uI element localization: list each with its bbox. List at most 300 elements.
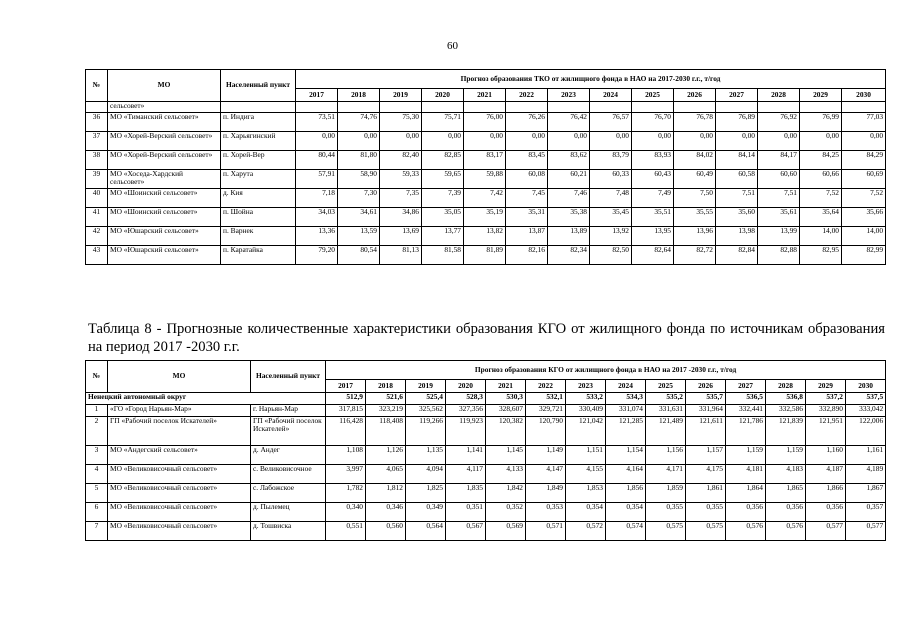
value-cell: 7,51 (758, 189, 800, 208)
value-cell: 1,135 (406, 446, 446, 465)
value-cell: 1,861 (686, 484, 726, 503)
row-number: 36 (86, 113, 108, 132)
value-cell: 13,99 (758, 227, 800, 246)
total-value-cell: 528,3 (446, 393, 486, 405)
value-cell: 0,355 (686, 503, 726, 522)
year-header: 2018 (338, 89, 380, 102)
value-cell: 0,355 (646, 503, 686, 522)
value-cell: 84,17 (758, 151, 800, 170)
year-header: 2025 (632, 89, 674, 102)
value-cell: 7,51 (716, 189, 758, 208)
value-cell: 1,859 (646, 484, 686, 503)
value-cell: 82,85 (422, 151, 464, 170)
table-row (86, 170, 886, 189)
value-cell: 82,99 (842, 246, 886, 265)
value-cell: 7,49 (632, 189, 674, 208)
value-cell: 13,87 (506, 227, 548, 246)
value-cell: 35,64 (800, 208, 842, 227)
value-cell: 0,00 (758, 132, 800, 151)
value-cell: 4,181 (726, 465, 766, 484)
value-cell: 81,89 (464, 246, 506, 265)
value-cell: 0,551 (326, 522, 366, 541)
year-header: 2024 (606, 380, 646, 393)
value-cell: 13,98 (716, 227, 758, 246)
settlement-name: п. Харьягинский (221, 132, 296, 151)
table-row (86, 405, 886, 417)
value-cell: 84,29 (842, 151, 886, 170)
value-cell: 34,61 (338, 208, 380, 227)
value-cell: 1,835 (446, 484, 486, 503)
total-value-cell: 537,5 (846, 393, 886, 405)
total-value-cell: 530,3 (486, 393, 526, 405)
value-cell: 0,571 (526, 522, 566, 541)
value-cell: 4,065 (366, 465, 406, 484)
settlement-name: п. Варнек (221, 227, 296, 246)
value-cell: 13,59 (338, 227, 380, 246)
value-cell: 1,145 (486, 446, 526, 465)
value-cell: 60,43 (632, 170, 674, 189)
value-cell: 0,576 (766, 522, 806, 541)
value-cell: 4,187 (806, 465, 846, 484)
year-header: 2029 (806, 380, 846, 393)
year-header: 2017 (326, 380, 366, 393)
year-header: 2030 (842, 89, 886, 102)
value-cell: 13,36 (296, 227, 338, 246)
value-cell: 13,69 (380, 227, 422, 246)
value-cell: 0,349 (406, 503, 446, 522)
settlement-name: г. Нарьян-Мар (251, 405, 326, 417)
year-header: 2017 (296, 89, 338, 102)
value-cell: 0,353 (526, 503, 566, 522)
value-cell: 329,721 (526, 405, 566, 417)
value-cell: 80,44 (296, 151, 338, 170)
settlement-name: д. Кия (221, 189, 296, 208)
row-number: 2 (86, 417, 108, 446)
value-cell: 35,60 (716, 208, 758, 227)
kgo-forecast-table (85, 360, 886, 541)
value-cell: 0,00 (632, 132, 674, 151)
value-cell: 0,569 (486, 522, 526, 541)
row-number: 37 (86, 132, 108, 151)
value-cell: 1,156 (646, 446, 686, 465)
row-number: 5 (86, 484, 108, 503)
value-cell: 331,631 (646, 405, 686, 417)
value-cell: 1,867 (846, 484, 886, 503)
value-cell: 3,997 (326, 465, 366, 484)
value-cell: 76,57 (590, 113, 632, 132)
mo-name: МО «Юшарский сельсовет» (108, 227, 221, 246)
value-cell: 35,31 (506, 208, 548, 227)
value-cell: 73,51 (296, 113, 338, 132)
year-header: 2027 (716, 89, 758, 102)
value-cell: 82,72 (674, 246, 716, 265)
value-cell: 35,05 (422, 208, 464, 227)
year-header: 2026 (686, 380, 726, 393)
value-cell: 77,03 (842, 113, 886, 132)
value-cell: 325,562 (406, 405, 446, 417)
year-header: 2026 (674, 89, 716, 102)
group-header: Прогноз образования ТКО от жилищного фонда в НАО на 2017-2030 г.г., т/год (296, 70, 886, 89)
value-cell: 76,42 (548, 113, 590, 132)
value-cell: 0,00 (800, 132, 842, 151)
value-cell: 7,42 (464, 189, 506, 208)
total-value-cell: 525,4 (406, 393, 446, 405)
row-number: 7 (86, 522, 108, 541)
value-cell: 60,33 (590, 170, 632, 189)
value-cell: 328,607 (486, 405, 526, 417)
value-cell: 4,171 (646, 465, 686, 484)
value-cell: 1,161 (846, 446, 886, 465)
col-no-header: № (86, 70, 108, 102)
value-cell: 13,89 (548, 227, 590, 246)
value-cell: 0,00 (380, 132, 422, 151)
value-cell: 76,99 (800, 113, 842, 132)
value-cell: 7,50 (674, 189, 716, 208)
value-cell: 59,33 (380, 170, 422, 189)
mo-name: МО «Хорей-Верский сельсовет» (108, 132, 221, 151)
value-cell: 0,357 (846, 503, 886, 522)
value-cell: 317,815 (326, 405, 366, 417)
value-cell: 1,866 (806, 484, 846, 503)
value-cell: 0,00 (506, 132, 548, 151)
value-cell: 0,356 (726, 503, 766, 522)
total-value-cell: 536,8 (766, 393, 806, 405)
value-cell: 58,90 (338, 170, 380, 189)
value-cell: 121,839 (766, 417, 806, 446)
mo-name: «ГО «Город Нарьян-Мар» (108, 405, 251, 417)
mo-name: МО «Шоинский сельсовет» (108, 189, 221, 208)
value-cell: 1,141 (446, 446, 486, 465)
value-cell: 4,094 (406, 465, 446, 484)
total-value-cell: 512,9 (326, 393, 366, 405)
value-cell: 76,92 (758, 113, 800, 132)
year-header: 2021 (486, 380, 526, 393)
value-cell: 0,00 (716, 132, 758, 151)
value-cell: 60,69 (842, 170, 886, 189)
value-cell: 76,89 (716, 113, 758, 132)
value-cell: 330,409 (566, 405, 606, 417)
mo-name: МО «Хоседа-Хардский сельсовет» (108, 170, 221, 189)
row-number: 6 (86, 503, 108, 522)
value-cell: 7,48 (590, 189, 632, 208)
year-header: 2018 (366, 380, 406, 393)
continued-text: сельсовет» (108, 102, 221, 113)
value-cell: 1,151 (566, 446, 606, 465)
value-cell: 13,77 (422, 227, 464, 246)
table-row (86, 446, 886, 465)
mo-name: МО «Юшарский сельсовет» (108, 246, 221, 265)
value-cell: 332,441 (726, 405, 766, 417)
value-cell: 35,19 (464, 208, 506, 227)
value-cell: 60,21 (548, 170, 590, 189)
value-cell: 4,155 (566, 465, 606, 484)
value-cell: 76,70 (632, 113, 674, 132)
mo-name: МО «Великовисочный сельсовет» (108, 484, 251, 503)
value-cell: 7,39 (422, 189, 464, 208)
year-header: 2020 (422, 89, 464, 102)
value-cell: 76,00 (464, 113, 506, 132)
value-cell: 83,79 (590, 151, 632, 170)
value-cell: 0,354 (606, 503, 646, 522)
settlement-name: с. Лабожское (251, 484, 326, 503)
value-cell: 0,577 (846, 522, 886, 541)
value-cell: 4,164 (606, 465, 646, 484)
value-cell: 1,812 (366, 484, 406, 503)
table-row (86, 417, 886, 446)
value-cell: 83,17 (464, 151, 506, 170)
value-cell: 0,00 (842, 132, 886, 151)
value-cell: 121,489 (646, 417, 686, 446)
value-cell: 14,00 (842, 227, 886, 246)
value-cell: 121,951 (806, 417, 846, 446)
value-cell: 82,16 (506, 246, 548, 265)
total-value-cell: 533,2 (566, 393, 606, 405)
value-cell: 0,346 (366, 503, 406, 522)
value-cell: 81,80 (338, 151, 380, 170)
value-cell: 0,352 (486, 503, 526, 522)
value-cell: 79,20 (296, 246, 338, 265)
group-header: Прогноз образования КГО от жилищного фонда в НАО на 2017 -2030 г.г., т/год (326, 361, 886, 380)
value-cell: 0,00 (674, 132, 716, 151)
row-number: 3 (86, 446, 108, 465)
value-cell: 7,45 (506, 189, 548, 208)
value-cell: 332,586 (766, 405, 806, 417)
value-cell: 35,38 (548, 208, 590, 227)
year-header: 2029 (800, 89, 842, 102)
settlement-name: ГП «Рабочий поселок Искателей» (251, 417, 326, 446)
year-header: 2023 (566, 380, 606, 393)
value-cell: 4,183 (766, 465, 806, 484)
year-header: 2030 (846, 380, 886, 393)
value-cell: 1,782 (326, 484, 366, 503)
settlement-name: п. Каратайка (221, 246, 296, 265)
value-cell: 57,91 (296, 170, 338, 189)
col-settlement-header: Населенный пункт (221, 70, 296, 102)
value-cell: 1,157 (686, 446, 726, 465)
tko-forecast-table (85, 69, 886, 265)
value-cell: 0,577 (806, 522, 846, 541)
value-cell: 331,074 (606, 405, 646, 417)
value-cell: 7,52 (800, 189, 842, 208)
value-cell: 59,65 (422, 170, 464, 189)
value-cell: 83,93 (632, 151, 674, 170)
value-cell: 84,14 (716, 151, 758, 170)
mo-name: МО «Великовисочный сельсовет» (108, 522, 251, 541)
value-cell: 7,52 (842, 189, 886, 208)
settlement-name: п. Харута (221, 170, 296, 189)
value-cell: 34,86 (380, 208, 422, 227)
year-header: 2020 (446, 380, 486, 393)
mo-name: ГП «Рабочий поселок Искателей» (108, 417, 251, 446)
value-cell: 34,03 (296, 208, 338, 227)
value-cell: 60,08 (506, 170, 548, 189)
value-cell: 82,64 (632, 246, 674, 265)
value-cell: 74,76 (338, 113, 380, 132)
mo-name: МО «Великовисочный сельсовет» (108, 465, 251, 484)
value-cell: 60,60 (758, 170, 800, 189)
row-number: 42 (86, 227, 108, 246)
total-value-cell: 534,3 (606, 393, 646, 405)
table-row (86, 132, 886, 151)
value-cell: 1,126 (366, 446, 406, 465)
value-cell: 82,88 (758, 246, 800, 265)
value-cell: 1,149 (526, 446, 566, 465)
year-header: 2028 (758, 89, 800, 102)
row-number: 40 (86, 189, 108, 208)
year-header: 2023 (548, 89, 590, 102)
value-cell: 119,266 (406, 417, 446, 446)
value-cell: 0,572 (566, 522, 606, 541)
value-cell: 4,133 (486, 465, 526, 484)
table-row (86, 465, 886, 484)
year-header: 2028 (766, 380, 806, 393)
value-cell: 0,576 (726, 522, 766, 541)
mo-name: МО «Тиманский сельсовет» (108, 113, 221, 132)
table-row (86, 208, 886, 227)
value-cell: 116,428 (326, 417, 366, 446)
value-cell: 121,611 (686, 417, 726, 446)
value-cell: 0,351 (446, 503, 486, 522)
value-cell: 0,354 (566, 503, 606, 522)
value-cell: 0,575 (646, 522, 686, 541)
value-cell: 119,923 (446, 417, 486, 446)
value-cell: 82,50 (590, 246, 632, 265)
value-cell: 81,13 (380, 246, 422, 265)
value-cell: 1,864 (726, 484, 766, 503)
value-cell: 1,825 (406, 484, 446, 503)
year-header: 2025 (646, 380, 686, 393)
mo-name: МО «Великовисочный сельсовет» (108, 503, 251, 522)
value-cell: 84,02 (674, 151, 716, 170)
total-value-cell: 537,2 (806, 393, 846, 405)
total-label: Ненецкий автономный округ (86, 393, 326, 405)
value-cell: 1,159 (766, 446, 806, 465)
value-cell: 327,356 (446, 405, 486, 417)
row-number: 39 (86, 170, 108, 189)
value-cell: 82,95 (800, 246, 842, 265)
table-row (86, 151, 886, 170)
value-cell: 0,574 (606, 522, 646, 541)
value-cell: 7,18 (296, 189, 338, 208)
total-value-cell: 535,7 (686, 393, 726, 405)
value-cell: 35,51 (632, 208, 674, 227)
value-cell: 35,45 (590, 208, 632, 227)
value-cell: 0,340 (326, 503, 366, 522)
row-number: 1 (86, 405, 108, 417)
year-header: 2022 (506, 89, 548, 102)
value-cell: 0,00 (548, 132, 590, 151)
mo-name: МО «Андегский сельсовет» (108, 446, 251, 465)
value-cell: 35,55 (674, 208, 716, 227)
col-mo-header: МО (108, 70, 221, 102)
value-cell: 83,45 (506, 151, 548, 170)
table-row (86, 227, 886, 246)
year-header: 2024 (590, 89, 632, 102)
settlement-name: п. Хорей-Вер (221, 151, 296, 170)
value-cell: 1,108 (326, 446, 366, 465)
value-cell: 1,159 (726, 446, 766, 465)
value-cell: 121,285 (606, 417, 646, 446)
value-cell: 59,88 (464, 170, 506, 189)
row-number: 41 (86, 208, 108, 227)
value-cell: 0,00 (464, 132, 506, 151)
value-cell: 60,66 (800, 170, 842, 189)
total-value-cell: 535,2 (646, 393, 686, 405)
table-row (86, 246, 886, 265)
value-cell: 82,84 (716, 246, 758, 265)
value-cell: 4,147 (526, 465, 566, 484)
year-header: 2019 (406, 380, 446, 393)
value-cell: 80,54 (338, 246, 380, 265)
value-cell: 0,356 (806, 503, 846, 522)
settlement-name: д. Андег (251, 446, 326, 465)
value-cell: 121,042 (566, 417, 606, 446)
value-cell: 1,154 (606, 446, 646, 465)
col-mo-header: МО (108, 361, 251, 393)
year-header: 2019 (380, 89, 422, 102)
value-cell: 7,35 (380, 189, 422, 208)
value-cell: 0,575 (686, 522, 726, 541)
value-cell: 14,00 (800, 227, 842, 246)
value-cell: 0,564 (406, 522, 446, 541)
total-value-cell: 521,6 (366, 393, 406, 405)
value-cell: 35,66 (842, 208, 886, 227)
value-cell: 121,786 (726, 417, 766, 446)
year-header: 2027 (726, 380, 766, 393)
value-cell: 76,26 (506, 113, 548, 132)
value-cell: 0,560 (366, 522, 406, 541)
row-number: 43 (86, 246, 108, 265)
total-value-cell: 536,5 (726, 393, 766, 405)
value-cell: 13,82 (464, 227, 506, 246)
table-row (86, 503, 886, 522)
total-value-cell: 532,1 (526, 393, 566, 405)
value-cell: 4,117 (446, 465, 486, 484)
mo-name: МО «Хорей-Верский сельсовет» (108, 151, 221, 170)
value-cell: 331,964 (686, 405, 726, 417)
value-cell: 4,175 (686, 465, 726, 484)
value-cell: 332,890 (806, 405, 846, 417)
value-cell: 1,849 (526, 484, 566, 503)
year-header: 2022 (526, 380, 566, 393)
value-cell: 120,382 (486, 417, 526, 446)
settlement-name: п. Шойна (221, 208, 296, 227)
row-number: 38 (86, 151, 108, 170)
value-cell: 0,00 (590, 132, 632, 151)
value-cell: 82,34 (548, 246, 590, 265)
col-no-header: № (86, 361, 108, 393)
table-row (86, 484, 886, 503)
value-cell: 1,160 (806, 446, 846, 465)
value-cell: 76,78 (674, 113, 716, 132)
year-header: 2021 (464, 89, 506, 102)
value-cell: 0,567 (446, 522, 486, 541)
value-cell: 81,58 (422, 246, 464, 265)
value-cell: 13,95 (632, 227, 674, 246)
value-cell: 118,408 (366, 417, 406, 446)
value-cell: 82,40 (380, 151, 422, 170)
value-cell: 323,219 (366, 405, 406, 417)
page-number: 60 (447, 40, 458, 52)
value-cell: 0,00 (422, 132, 464, 151)
settlement-name: с. Великовисочное (251, 465, 326, 484)
settlement-name: д. Тошвиска (251, 522, 326, 541)
value-cell: 7,30 (338, 189, 380, 208)
value-cell: 0,00 (296, 132, 338, 151)
value-cell: 0,00 (338, 132, 380, 151)
table-row (86, 522, 886, 541)
value-cell: 4,189 (846, 465, 886, 484)
